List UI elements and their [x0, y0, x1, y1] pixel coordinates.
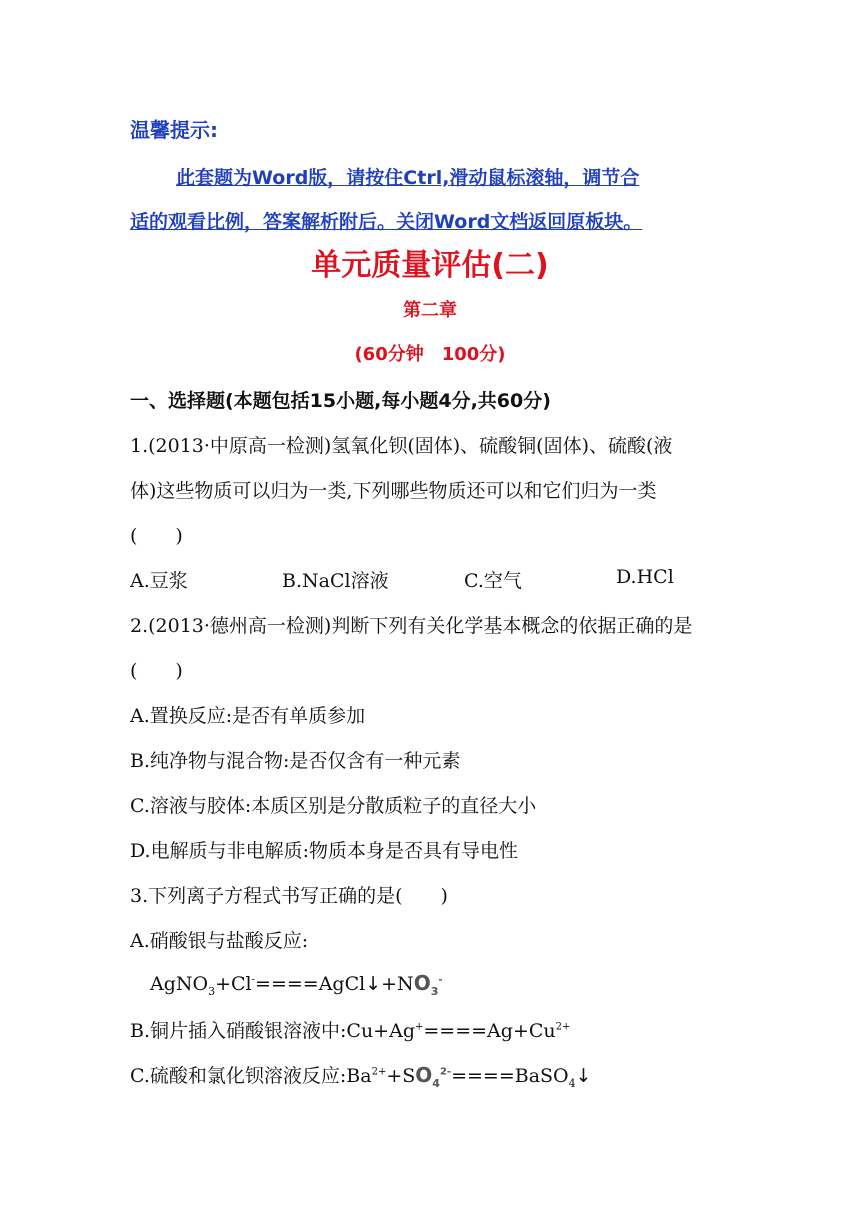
q3-stem: 3.下列离子方程式书写正确的是( ) — [130, 885, 448, 907]
q3-option-a-equation — [150, 971, 443, 998]
ion-superscript: - — [438, 974, 443, 986]
ion-subscript: 4 — [432, 1077, 440, 1090]
q2-option-a: A.置换反应:是否有单质参加 — [130, 705, 366, 727]
eq-part: +N — [381, 973, 414, 995]
eq-part: +S — [386, 1065, 416, 1087]
q1-option-b: B.NaCl溶液 — [282, 570, 389, 592]
page-title: 单元质量评估(二) — [311, 248, 549, 283]
eq-superscript: - — [251, 974, 256, 986]
q1-answer-paren: ( ) — [130, 525, 183, 547]
q3-option-b — [130, 1016, 570, 1043]
tip-title: 温馨提示: — [130, 118, 218, 142]
sulfate-ion-image — [415, 1063, 451, 1090]
q2-option-c: C.溶液与胶体:本质区别是分散质粒子的直径大小 — [130, 795, 537, 817]
ion-letter: O — [415, 1063, 433, 1087]
eq-superscript: + — [414, 1021, 424, 1033]
eq-superscript: 2+ — [371, 1066, 387, 1078]
eq-subscript: 3 — [208, 984, 216, 998]
tip-line-1: 此套题为Word版，请按住Ctrl,滑动鼠标滚轴，调节合 — [176, 167, 640, 189]
q3-option-a-label: A.硝酸银与盐酸反应: — [130, 930, 309, 952]
eq-part: B.铜片插入硝酸银溶液中:Cu+Ag — [130, 1020, 415, 1042]
eq-part: AgNO — [150, 973, 209, 995]
section-heading: 一、选择题(本题包括15小题,每小题4分,共60分) — [130, 390, 551, 412]
q2-line-1: 2.(2013·德州高一检测)判断下列有关化学基本概念的依据正确的是 — [130, 615, 693, 637]
q1-option-c: C.空气 — [464, 570, 522, 592]
nitrate-ion-image — [414, 971, 443, 998]
eq-part: ====BaSO — [451, 1065, 569, 1087]
q3-option-c — [130, 1061, 592, 1090]
eq-part: +Cl — [215, 973, 252, 995]
q1-option-a: A.豆浆 — [130, 570, 188, 592]
ion-letter: O — [413, 971, 431, 995]
chapter-label: 第二章 — [403, 300, 457, 321]
precipitate-arrow: ↓ — [365, 973, 382, 995]
eq-part: ====Ag+Cu — [423, 1020, 556, 1042]
tip-line-2: 适的观看比例，答案解析附后。关闭Word文档返回原板块。 — [130, 211, 643, 233]
eq-superscript: 2+ — [555, 1021, 571, 1033]
ion-superscript: 2- — [439, 1066, 452, 1078]
ion-subscript: 3 — [430, 985, 439, 998]
tip-body[interactable] — [130, 156, 730, 244]
precipitate-arrow: ↓ — [575, 1065, 592, 1087]
eq-part: C.硫酸和氯化钡溶液反应:Ba — [130, 1065, 372, 1087]
q2-option-d: D.电解质与非电解质:物质本身是否具有导电性 — [130, 840, 518, 862]
eq-part: ====AgCl — [255, 973, 366, 995]
q2-option-b: B.纯净物与混合物:是否仅含有一种元素 — [130, 750, 461, 772]
eq-subscript: 4 — [568, 1076, 576, 1090]
q1-line-2: 体)这些物质可以归为一类,下列哪些物质还可以和它们归为一类 — [130, 480, 657, 502]
time-score-label: (60分钟 100分) — [354, 344, 506, 365]
q2-answer-paren: ( ) — [130, 660, 183, 682]
q1-option-d: D.HCl — [616, 566, 674, 588]
q1-line-1: 1.(2013·中原高一检测)氢氧化钡(固体)、硫酸铜(固体)、硫酸(液 — [130, 435, 673, 457]
